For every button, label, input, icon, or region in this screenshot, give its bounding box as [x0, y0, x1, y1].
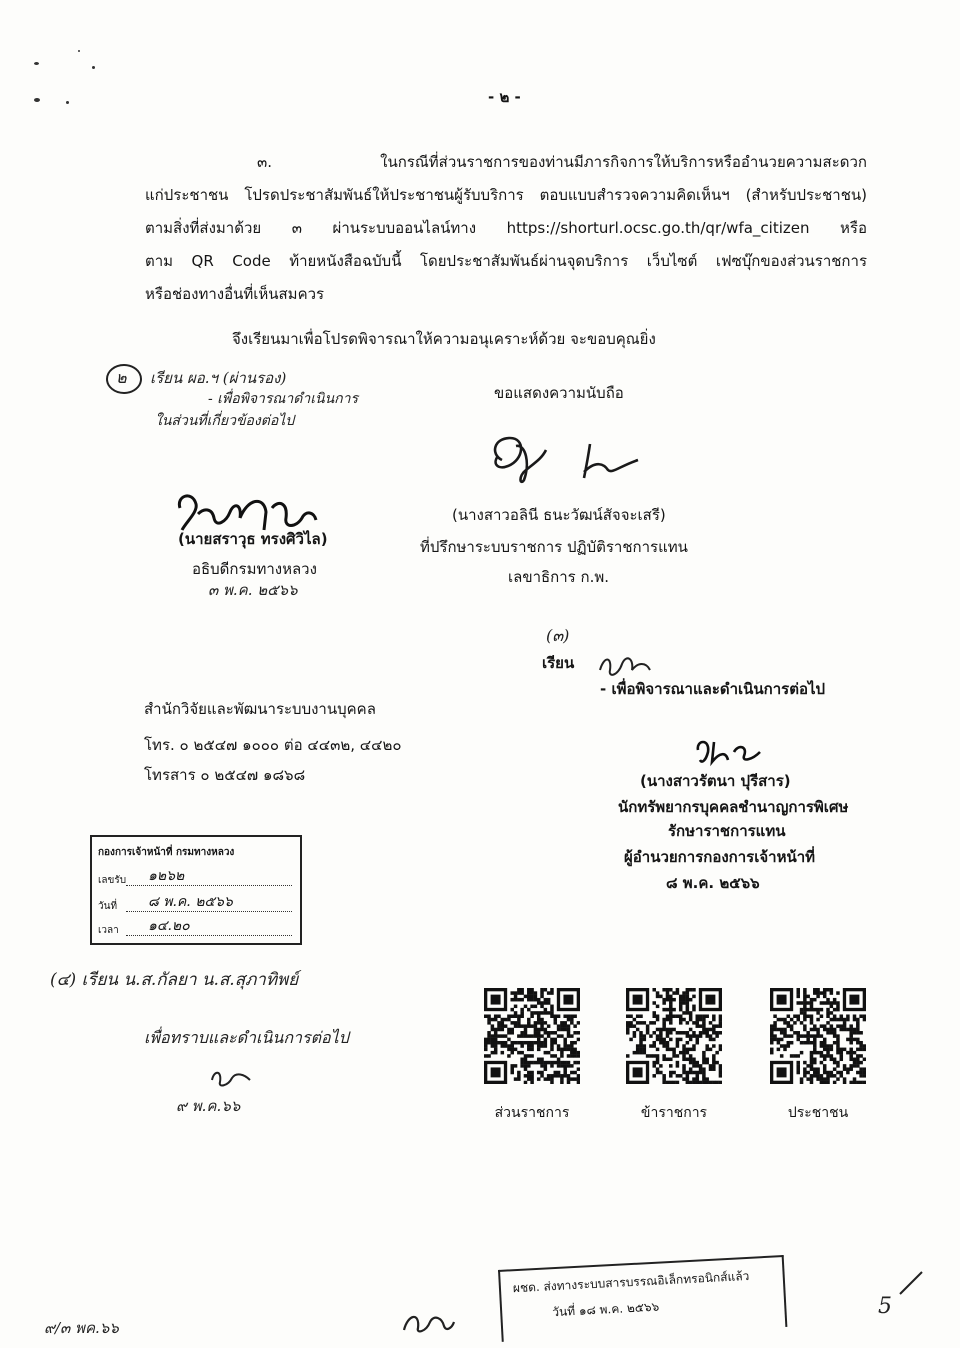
officer-title-1: นักทรัพยากรบุคคลชำนาญการพิเศษ	[618, 798, 849, 816]
para-line: แก่ประชาชน โปรดประชาสัมพันธ์ให้ประชาชนผู้รับบริการ ตอบแบบสำรวจความคิดเห็นฯ (สำหรับประชาชน)	[145, 186, 867, 204]
note-3-line: - เพื่อพิจารณาและดำเนินการต่อไป	[600, 680, 826, 698]
paragraph-3	[145, 146, 867, 311]
receipt-date-value: ๘ พ.ค. ๒๕๖๖	[148, 894, 233, 910]
contact-fax: โทรสาร ๐ ๒๕๔๗ ๑๘๖๘	[144, 766, 306, 784]
director-date: ๓ พ.ค. ๒๕๖๖	[208, 581, 298, 599]
signature-alinee	[480, 420, 660, 490]
e-document-stamp	[498, 1255, 787, 1342]
para-line: หรือช่องทางอื่นที่เห็นสมควร	[145, 285, 325, 303]
qr-label-agency: ส่วนราชการ	[494, 1105, 570, 1121]
qr-code-civil-servant	[626, 988, 722, 1084]
officer-title-3: ผู้อำนวยการกองการเจ้าหน้าที่	[624, 848, 816, 866]
note-4-date: ๙ พ.ค.๖๖	[176, 1097, 241, 1115]
note-4-line-1: (๔) เรียน น.ส.กัลยา น.ส.สุภาทิพย์	[50, 970, 299, 990]
e-document-stamp-line-1: ผชด. ส่งทางระบบสารบรรณอิเล็กทรอนิกส์แล้ว	[512, 1268, 750, 1296]
para-line: ตามสิ่งที่ส่งมาด้วย ๓ ผ่านระบบออนไลน์ทาง https://shorturl.ocsc.go.th/qr/wfa_citizen หรือ	[145, 219, 867, 237]
note-2-line-1: เรียน ผอ.ฯ (ผ่านรอง)	[150, 369, 287, 387]
footer-initials	[398, 1304, 458, 1338]
receipt-time-label: เวลา	[98, 925, 119, 936]
officer-date: ๘ พ.ค. ๒๕๖๖	[666, 874, 760, 892]
qr-label-civil-servant: ข้าราชการ	[640, 1105, 708, 1121]
note-2-line-3: ในส่วนที่เกี่ยวข้องต่อไป	[155, 413, 295, 429]
receipt-recv-label: เลขรับ	[98, 875, 127, 886]
note-2-marker: ๒	[116, 368, 127, 387]
pen-tick-mark	[896, 1268, 926, 1298]
director-name: (นายสราวุธ ทรงศิวิไล)	[178, 530, 328, 548]
contact-office: สำนักวิจัยและพัฒนาระบบงานบุคคล	[144, 700, 376, 718]
page-marker: 5	[878, 1294, 892, 1319]
para-line: ตาม QR Code ท้ายหนังสือฉบับนี้ โดยประชาสัมพันธ์ผ่านจุดบริการ เว็บไซต์ เฟซบุ๊กของส่วนราชการ	[145, 252, 867, 270]
note-3-to: เรียน	[542, 654, 575, 672]
footer-left-note: ๙/๓ พค.๖๖	[44, 1319, 119, 1337]
receipt-stamp	[90, 835, 302, 945]
signatory-position-2: เลขาธิการ ก.พ.	[508, 568, 609, 586]
note-4-line-2: เพื่อทราบและดำเนินการต่อไป	[144, 1028, 349, 1047]
officer-title-2: รักษาราชการแทน	[668, 822, 786, 840]
signature-officer	[690, 730, 770, 770]
receipt-recv-value: ๑๒๖๒	[148, 868, 185, 884]
page-number: - ๒ -	[488, 88, 521, 106]
contact-phone: โทร. ๐ ๒๕๔๗ ๑๐๐๐ ต่อ ๔๔๓๒, ๔๔๒๐	[144, 736, 402, 754]
note-3-marker: (๓)	[546, 626, 570, 645]
qr-code-agency	[484, 988, 580, 1084]
initials-mark	[594, 646, 664, 682]
closing-request: จึงเรียนมาเพื่อโปรดพิจารณาให้ความอนุเคราะห์ด้วย จะขอบคุณยิ่ง	[232, 330, 656, 348]
receipt-time-value: ๑๔.๒๐	[148, 918, 190, 934]
e-document-stamp-line-2: วันที่ ๑๘ พ.ค. ๒๕๖๖	[551, 1299, 660, 1320]
signatory-position-1: ที่ปรึกษาระบบราชการ ปฏิบัติราชการแทน	[420, 538, 688, 556]
qr-code-citizen	[770, 988, 866, 1084]
receipt-stamp-header: กองการเจ้าหน้าที่ กรมทางหลวง	[98, 847, 235, 858]
regards: ขอแสดงความนับถือ	[494, 384, 624, 402]
initials-mark-2	[206, 1064, 256, 1092]
signatory-name: (นางสาวอลินี ธนะวัฒน์สัจจะเสรี)	[452, 506, 666, 524]
para-line: ๓. ในกรณีที่ส่วนราชการของท่านมีภารกิจการให้บริการหรืออำนวยความสะดวก	[257, 153, 867, 171]
officer-name: (นางสาวรัตนา ปุรีสาร)	[640, 772, 791, 790]
note-2-line-2: - เพื่อพิจารณาดำเนินการ	[208, 391, 359, 407]
qr-label-citizen: ประชาชน	[787, 1105, 849, 1121]
receipt-date-label: วันที่	[98, 901, 118, 912]
director-title: อธิบดีกรมทางหลวง	[192, 560, 317, 578]
